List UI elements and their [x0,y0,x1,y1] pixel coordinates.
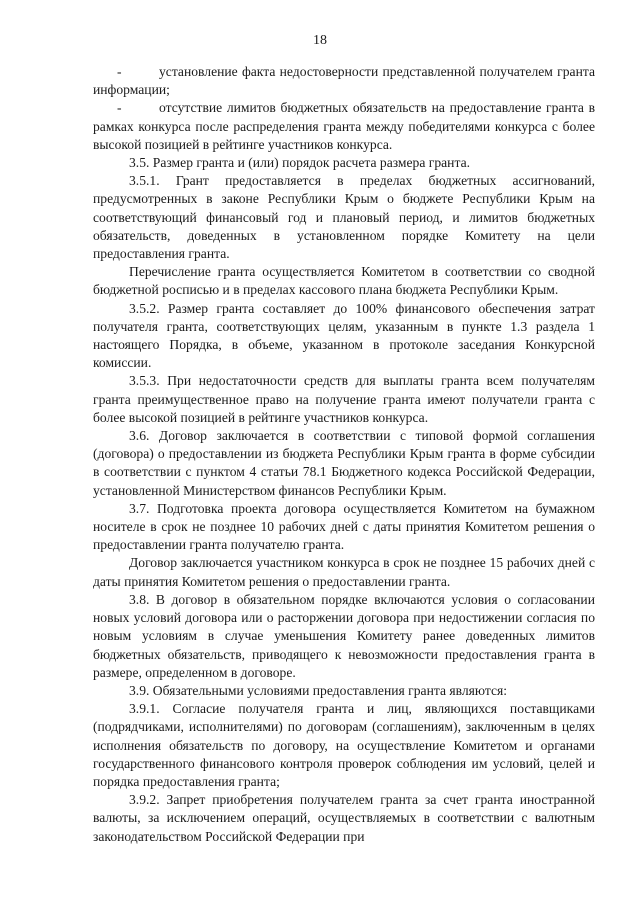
paragraph-3-9: 3.9. Обязательными условиями предоставления гранта являются: [129,682,508,698]
paragraph-3-6: 3.6. Договор заключается в соответствии с типовой формой соглашения (договора) о предоставлении из бюджета Республики Крым гранта в форме субсидии в соответствии с пунктом 4 статьи 78.1 Бюджетного кодекса Российской Федерации, установленной Министерством финансов Республики Крым. [93,428,595,498]
paragraph-3-8: 3.8. В договор в обязательном порядке включаются условия о согласовании новых условий договора или о расторжении договора при недостижении согласия по новым условиям в случае уменьшения Комитету ранее доведенных лимитов бюджетных обязательств, приводящего к невозможности предоставления гранта в размере, определенном в договоре. [93,591,595,680]
list-item [93,63,595,99]
paragraph-3-5-1: 3.5.1. Грант предоставляется в пределах бюджетных ассигнований, предусмотренных в законе Республики Крым о бюджете Республики Крым на соответствующий финансовый год и плановый период, и лимитов бюджетных обязательств, доведенных в установленном порядке Комитету на цели предоставления гранта. [93,173,595,262]
paragraph-3-5-3: 3.5.3. При недостаточности средств для выплаты гранта всем получателям гранта преимущественное право на получение гранта имеют получатели гранта с более высокой позицией в рейтинге участников конкурса. [93,373,595,425]
paragraph-3-9-2: 3.9.2. Запрет приобретения получателем гранта за счет гранта иностранной валюты, за исключением операций, осуществляемых в соответствии с валютным законодательством Российской Федерации при [93,792,595,844]
paragraph-text: установление факта недостоверности представленной получателем гранта информации; [93,64,595,98]
paragraph-3-7: 3.7. Подготовка проекта договора осуществляется Комитетом на бумажном носителе в срок не позднее 10 рабочих дней с даты принятия Комитетом решения о предоставлении гранта получателю гранта. [93,500,595,553]
paragraph-transfer: Перечисление гранта осуществляется Комитетом в соответствии со сводной бюджетной росписью и в пределах кассового плана бюджета Республики Крым. [93,264,595,298]
paragraph-3-9-1: 3.9.1. Согласие получателя гранта и лиц, являющихся поставщиками (подрядчиками, исполнителями) по договорам (соглашениям), заключенным в целях исполнения обязательств по договору, на осуществление Комитетом и органами государственного финансового контроля проверок соблюдения им условий, целей и порядка предоставления гранта; [93,701,595,789]
paragraph-3-5-2: 3.5.2. Размер гранта составляет до 100% финансового обеспечения затрат получателя гранта, соответствующих целям, указанным в пункте 1.3 раздела 1 настоящего Порядка, в объеме, указанном в протоколе заседания Конкурсной комиссии. [93,300,595,371]
page-number: 18 [313,33,327,48]
list-item [93,99,595,154]
paragraph-text: отсутствие лимитов бюджетных обязательств на предоставление гранта в рамках конкурса после распределения гранта между победителями конкурса с более высокой позицией в рейтинге участников конкурса. [93,100,595,152]
section-heading-3-5: 3.5. Размер гранта и (или) порядок расчета размера гранта. [129,155,470,171]
paragraph-contract-term: Договор заключается участником конкурса в срок не позднее 15 рабочих дней с даты принятия Комитетом решения о предоставлении гранта. [93,555,595,589]
dash-marker: - [117,64,122,79]
document-body [93,63,595,846]
dash-marker: - [117,100,122,116]
